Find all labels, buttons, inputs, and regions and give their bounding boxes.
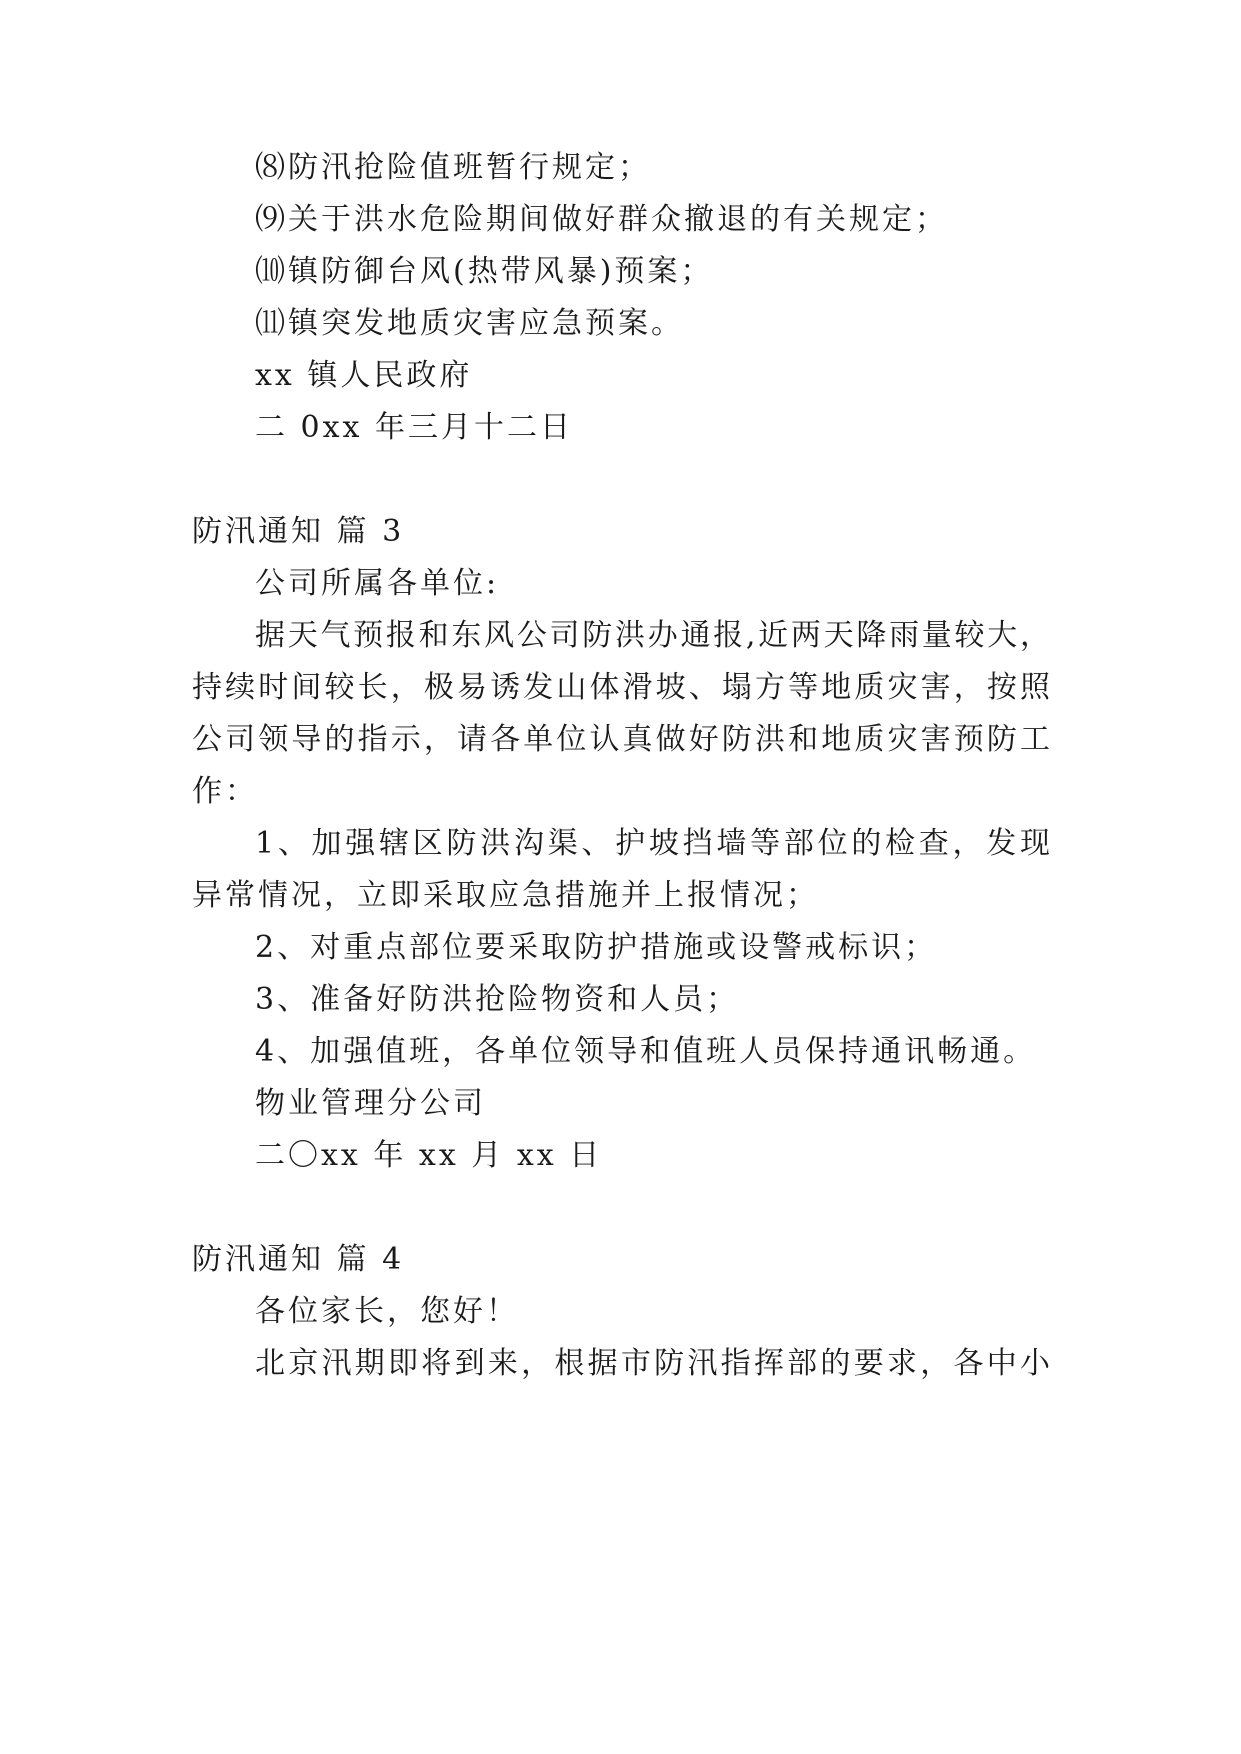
paragraph-line: 持续时间较长，极易诱发山体滑坡、塌方等地质灾害，按照 <box>192 670 1050 705</box>
list-item: 1、加强辖区防洪沟渠、护坡挡墙等部位的检查，发现 <box>255 826 1050 861</box>
paragraph-line: 公司领导的指示，请各单位认真做好防洪和地质灾害预防工 <box>192 722 1050 757</box>
paragraph-line: 据天气预报和东风公司防洪办通报,近两天降雨量较大， <box>255 618 1050 653</box>
salutation: 公司所属各单位: <box>255 566 500 601</box>
section-heading: 防汛通知 篇 3 <box>192 514 405 549</box>
list-item: ⑾镇突发地质灾害应急预案。 <box>255 306 684 341</box>
section-heading: 防汛通知 篇 4 <box>192 1242 405 1277</box>
list-item-continued: 异常情况，立即采取应急措施并上报情况； <box>192 878 819 913</box>
list-item: 2、对重点部位要采取防护措施或设警戒标识； <box>255 930 938 965</box>
list-item: ⑼关于洪水危险期间做好群众撤退的有关规定； <box>255 202 948 237</box>
list-item: 4、加强值班，各单位领导和值班人员保持通讯畅通。 <box>255 1034 1037 1069</box>
paragraph-line: 作： <box>192 774 258 809</box>
list-item: ⑻防汛抢险值班暂行规定； <box>255 150 651 185</box>
signature: xx 镇人民政府 <box>255 358 473 393</box>
date: 二〇xx 年 xx 月 xx 日 <box>255 1138 603 1173</box>
list-item: ⑽镇防御台风(热带风暴)预案； <box>255 254 714 289</box>
list-item: 3、准备好防洪抢险物资和人员； <box>255 982 740 1017</box>
date: 二 0xx 年三月十二日 <box>255 410 573 445</box>
salutation: 各位家长，您好！ <box>255 1294 519 1329</box>
paragraph-line: 北京汛期即将到来，根据市防汛指挥部的要求，各中小 <box>255 1346 1050 1381</box>
signature: 物业管理分公司 <box>255 1086 486 1121</box>
